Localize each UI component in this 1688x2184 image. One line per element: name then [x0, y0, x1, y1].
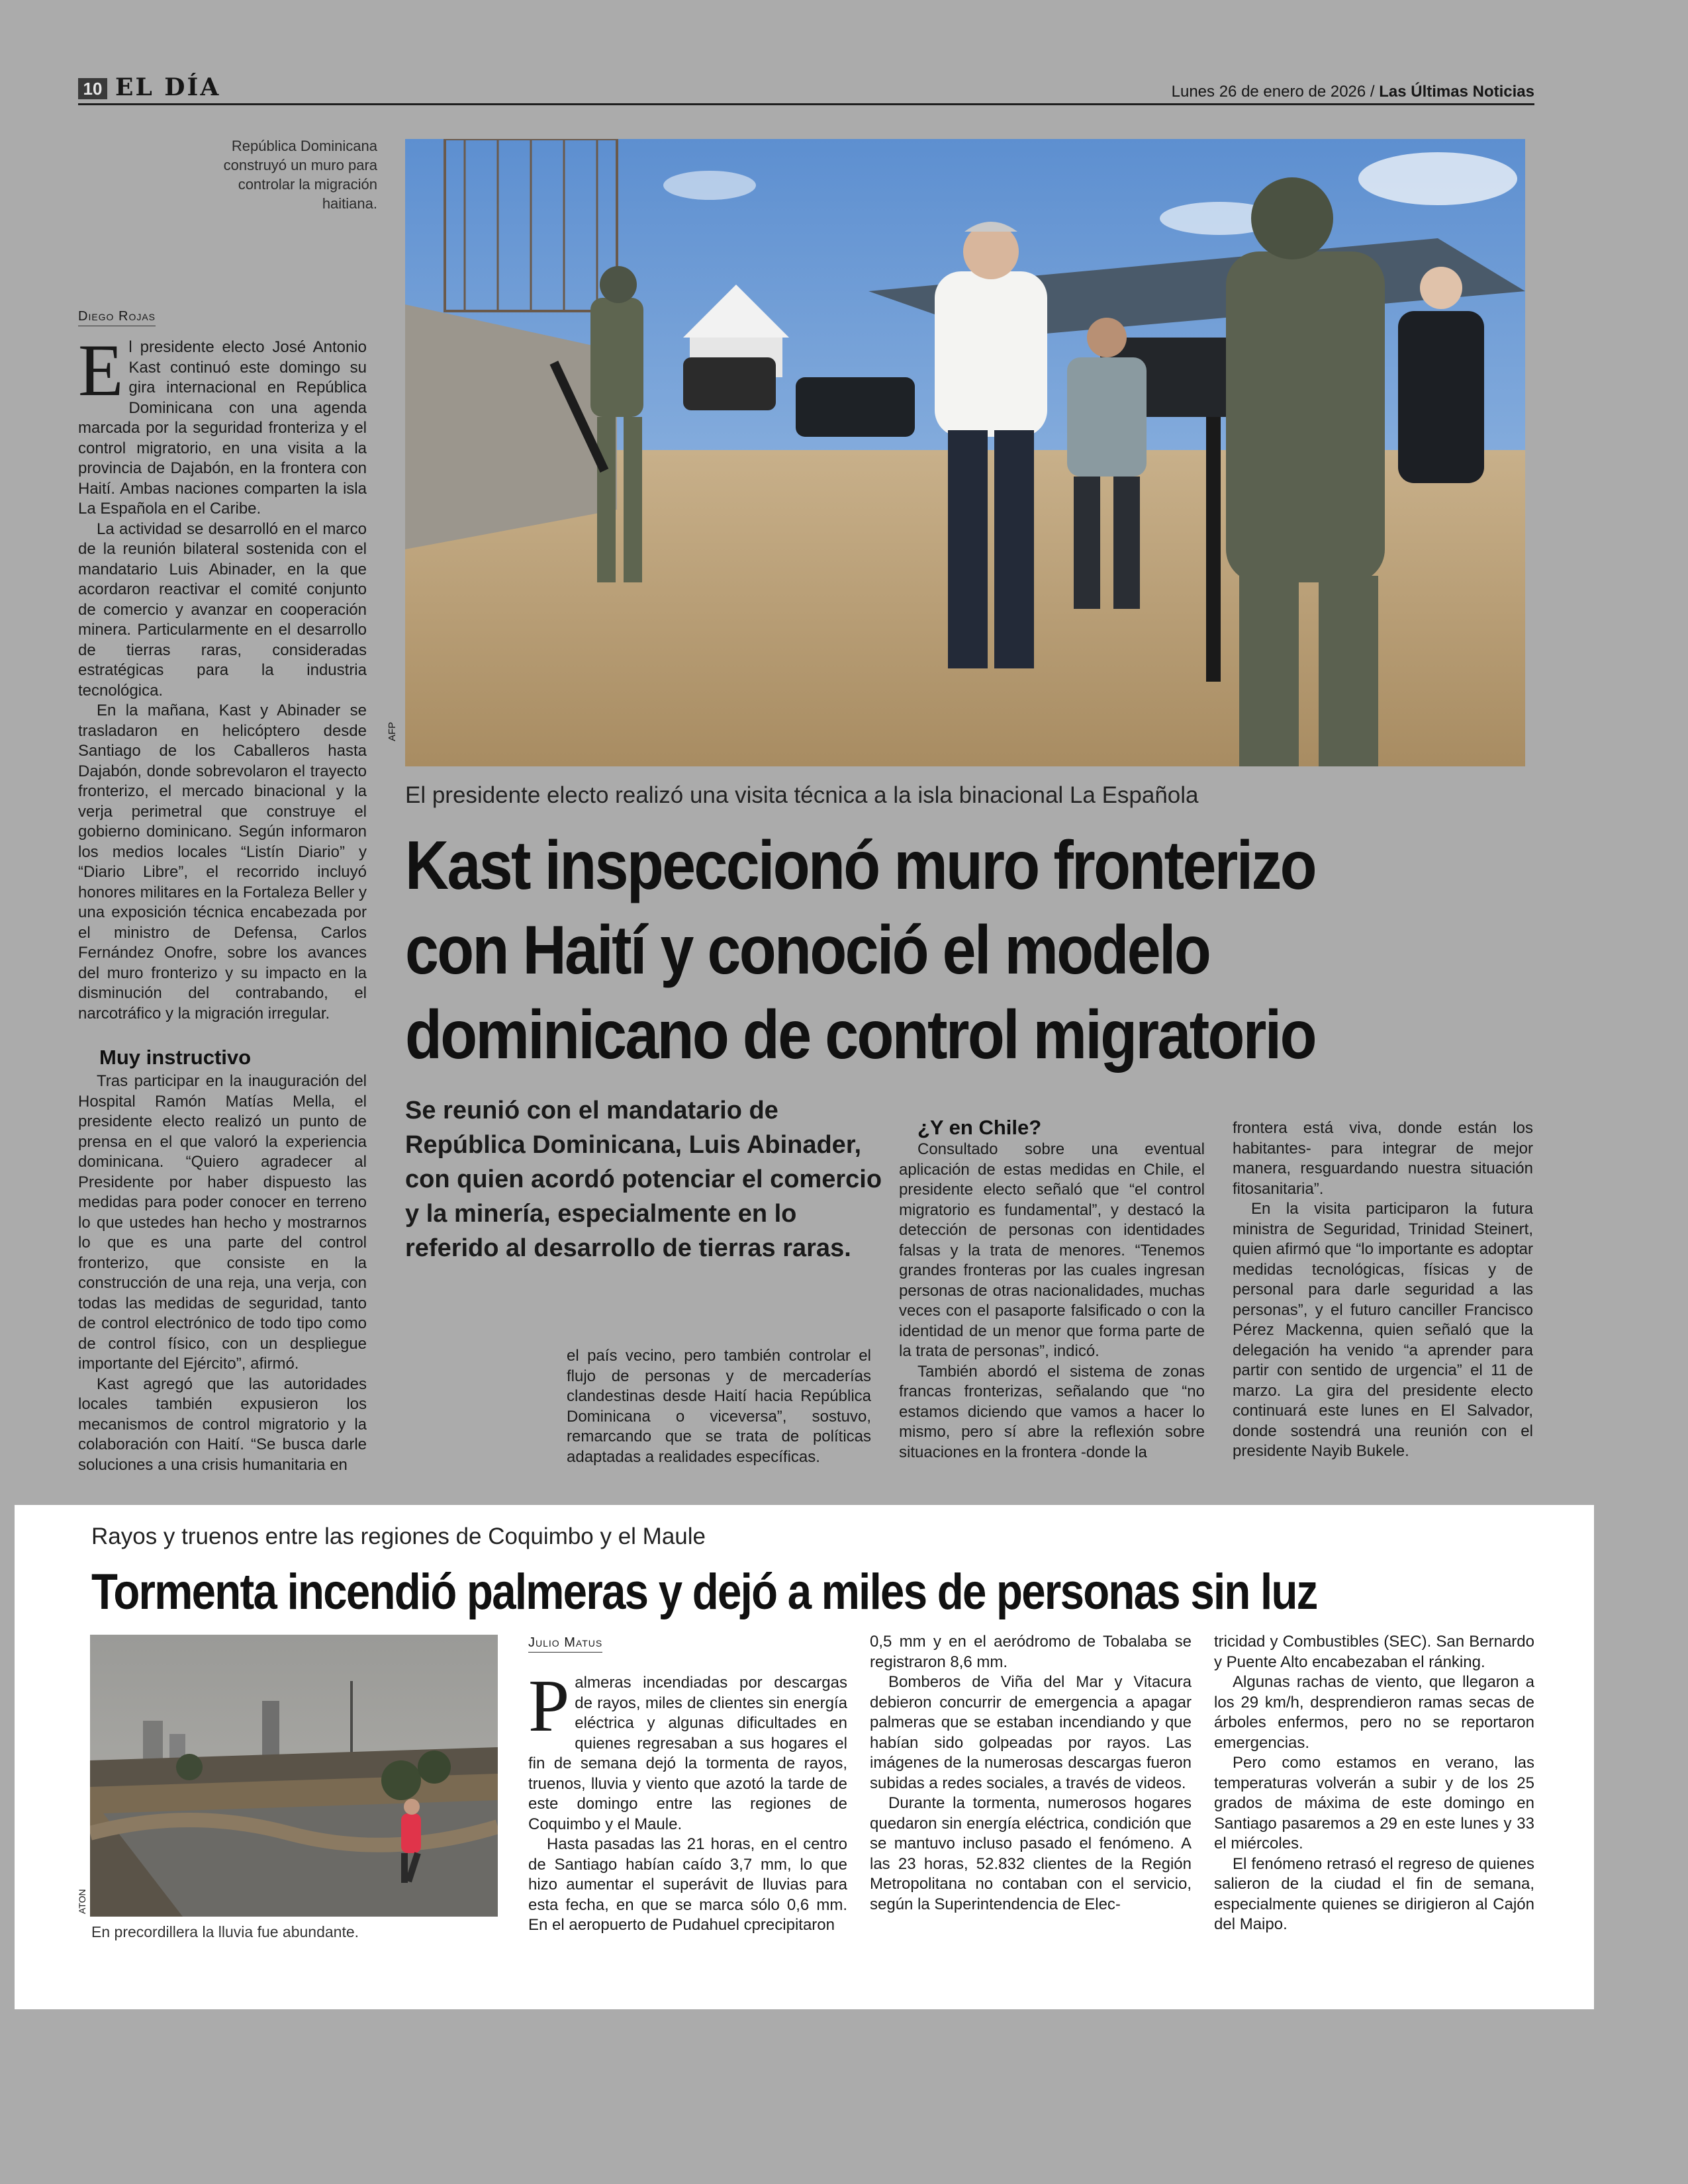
photo-credit: AFP [387, 721, 398, 741]
paragraph: Tras participar en la inauguración del Hospital Ramón Matías Mella, el presidente electo realizó un punto de prensa en el que valoró la experiencia dominicana. “Quiero agradecer al Presidente por haber dispuesto las medidas para poder conocer en terreno lo que ustedes han hecho y mostrarnos lo que es una parte del control fronterizo, que consiste en la construcción de una reja, una verja, con todas las medidas de seguridad, tanto de control electrónico de todo tipo como de control físico, con un despliegue importante del Ejército”, afirmó. [78, 1072, 367, 1373]
article-column-4 [1233, 1118, 1533, 1462]
kast-border-wall-photo [405, 139, 1525, 766]
byline: Diego Rojas [78, 308, 156, 326]
issue-date: Lunes 26 de enero de 2026 [1171, 83, 1366, 101]
article-column-1 [78, 330, 367, 1475]
article-column-2 [870, 1632, 1192, 1915]
subheading: Muy instructivo [99, 1046, 252, 1069]
paragraph: l presidente electo José Antonio Kast continuó este domingo su gira internacional en República Dominicana con una agenda marcada por la seguridad fronteriza y el control migratorio, en una visita a la provincia de Dajabón, en la frontera con Haití. Ambas naciones comparten la isla La Española en el Caribe. [78, 338, 367, 518]
paragraph: Bomberos de Viña del Mar y Vitacura debieron concurrir de emergencia a apagar palmeras que se estaban incendiando y que habían sido golpeadas por rayos. Las imágenes de la numerosas descargas fueron subidas a redes sociales, a través de videos. [870, 1673, 1192, 1792]
paragraph: Kast agregó que las autoridades locales también expusieron los mecanismos de control migratorio y la colaboración con Haití. “Se busca darle soluciones a una crisis humanitaria en [78, 1375, 367, 1474]
paragraph: almeras incendiadas por descargas de rayos, miles de clientes sin energía eléctrica y algunas dificultades en quienes regresaban a sus hogares el fin de semana dejó la tormenta de rayos, truenos, lluvia y viento que azotó la tarde de este domingo entre las regiones de Coquimbo y el Maule. [528, 1674, 847, 1833]
paragraph: el país vecino, pero también controlar el flujo de personas y de mercaderías clandestinas desde Haití hacia República Dominicana o viceversa”, sostuvo, remarcando que se trata de políticas adaptadas a realidades específicas. [567, 1347, 871, 1466]
article-column-2 [567, 1346, 871, 1467]
storm-photo [90, 1635, 498, 1917]
photo-credit: ATON [77, 1889, 87, 1914]
header-rule [78, 103, 1534, 105]
paragraph: En la visita participaron la futura ministra de Seguridad, Trinidad Steinert, quien afirmó que “lo importante es adoptar medidas tecnológicas, físicas y de personal para darle seguridad a las personas”, y el futuro canciller Francisco Pérez Mackenna, quien señaló que la delegación ha venido “a aprender para partir con sentido de urgencia” el 11 de marzo. La gira del presidente electo continuará este lunes en El Salvador, donde sostendrá una reunión con el presidente Nayib Bukele. [1233, 1200, 1533, 1460]
photo-illustration [90, 1635, 498, 1917]
headline: Kast inspeccionó muro fronterizo con Haití y conoció el modelo dominicano de control migratorio [405, 827, 1315, 1073]
article-column-3 [899, 1116, 1205, 1463]
paragraph: Hasta pasadas las 21 horas, en el centro de Santiago habían caído 3,7 mm, lo que hizo aumentar el superávit de lluvias para esta fecha, en que se marca sólo 0,6 mm. En el aeropuerto de Pudahuel cprecipitaron [528, 1835, 847, 1934]
paragraph: Algunas rachas de viento, que llegaron a los 29 km/h, desprendieron ramas secas de árboles enfermos, pero no se reportaron emergencias. [1214, 1673, 1534, 1752]
dateline [1172, 82, 1534, 102]
byline: Julio Matus [528, 1635, 602, 1653]
paragraph: En la mañana, Kast y Abinader se trasladaron en helicóptero desde Santiago de los Caballeros hasta Dajabón, donde sobrevolaron el trayecto fronterizo, el mercado binacional y la verja perimetral que construye el gobierno dominicano. Según informaron los medios locales “Listín Diario” y “Diario Libre”, el recorrido incluyó honores militares en la Fortaleza Beller y una exposición técnica encabezada por el ministro de Defensa, Carlos Fernández Onofre, sobre los avances del muro fronterizo y su impacto en la disminución del contrabando, el narcotráfico y la migración irregular. [78, 702, 367, 1023]
photo-caption: República Dominicana construyó un muro para controlar la migración haitiana. [223, 138, 377, 212]
section-title: EL DÍA [115, 73, 221, 101]
kicker: El presidente electo realizó una visita técnica a la isla binacional La Española [405, 782, 1199, 808]
subheading: ¿Y en Chile? [917, 1116, 1042, 1139]
headline: Tormenta incendió palmeras y dejó a miles de personas sin luz [91, 1564, 1317, 1620]
drop-cap: P [528, 1665, 570, 1747]
paragraph: tricidad y Combustibles (SEC). San Bernardo y Puente Alto encabezaban el ránking. [1214, 1633, 1534, 1671]
photo-illustration [405, 139, 1525, 766]
paragraph: frontera está viva, donde están los habitantes- para integrar de mejor manera, resguardando nuestra situación fitosanitaria”. [1233, 1119, 1533, 1198]
publication-name: Las Últimas Noticias [1379, 83, 1534, 101]
deck: Se reunió con el mandatario de República Dominicana, Luis Abinader, con quien acordó potenciar el comercio y la minería, especialmente en lo referido al desarrollo de tierras raras. [405, 1097, 882, 1262]
paragraph: También abordó el sistema de zonas francas fronterizas, señalando que “no estamos diciendo que vamos a hacer lo mismo, pero sí abre la reflexión sobre situaciones en la frontera -donde la [899, 1362, 1205, 1461]
drop-cap: E [78, 330, 124, 412]
page-number: 10 [78, 78, 107, 99]
kicker: Rayos y truenos entre las regiones de Coquimbo y el Maule [91, 1524, 706, 1549]
photo-caption: En precordillera la lluvia fue abundante. [91, 1923, 359, 1940]
paragraph: Pero como estamos en verano, las temperaturas volverán a subir y de los 25 grados de máxima de este domingo en Santiago pasaremos a 29 en este lunes y 33 el miércoles. [1214, 1754, 1534, 1852]
article-column-1 [528, 1665, 847, 1936]
paragraph: Durante la tormenta, numerosos hogares quedaron sin energía eléctrica, condición que se mantuvo incluso pasado el fenómeno. A las 23 horas, 52.832 clientes de la Región Metropolitana no contaban con el servicio, según la Superintendencia de Elec- [870, 1794, 1192, 1913]
paragraph: El fenómeno retrasó el regreso de quienes salieron de la ciudad el fin de semana, especialmente quienes se dirigieron al Cajón del Maipo. [1214, 1854, 1534, 1933]
paragraph: Consultado sobre una eventual aplicación de estas medidas en Chile, el presidente electo señaló que “el control migratorio es fundamental”, y destacó la detección de personas con identidades falsas y la trata de menores. “Tenemos grandes fronteras por las cuales ingresan personas de otras nacionalidades, muchas veces con el pasaporte falsificado o con la identidad de un menor que forma parte de la trata de personas”, indicó. [899, 1140, 1205, 1360]
article-column-3 [1214, 1632, 1534, 1935]
paragraph: La actividad se desarrolló en el marco de la reunión bilateral sostenida con el mandatario Luis Abinader, en la que acordaron reactivar el comité conjunto de comercio y avanzar en cooperación minera. Particularmente en el desarrollo de tierras raras, consideradas estratégicas para la industria tecnológica. [78, 520, 367, 700]
paragraph: 0,5 mm y en el aeródromo de Tobalaba se registraron 8,6 mm. [870, 1633, 1192, 1671]
dateline-separator: / [1370, 83, 1375, 101]
